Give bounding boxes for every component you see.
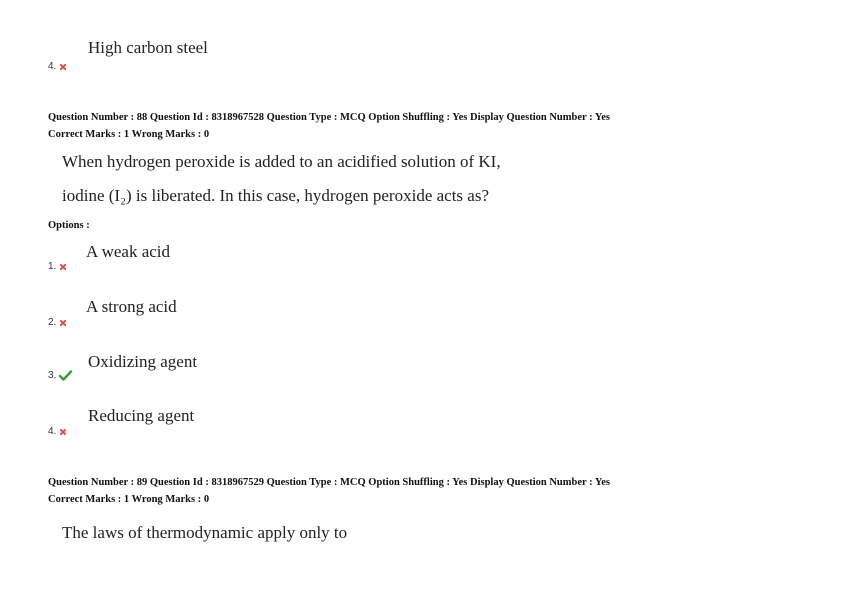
question-text-line: The laws of thermodynamic apply only to (62, 523, 348, 542)
option-number-label: 2. (48, 317, 57, 328)
question-meta: Question Number : 89 Question Id : 8318967529 Question Type : MCQ Option Shuffling : Yes Display Question Number : Yes (48, 477, 611, 488)
option-number (48, 426, 67, 437)
check-icon (59, 370, 72, 381)
option-number (48, 261, 67, 272)
question-marks: Correct Marks : 1 Wrong Marks : 0 (48, 129, 210, 140)
cross-icon (59, 428, 67, 436)
option-text: High carbon steel (88, 38, 208, 57)
question-meta: Question Number : 88 Question Id : 8318967528 Question Type : MCQ Option Shuffling : Yes Display Question Number : Yes (48, 112, 611, 123)
option-text: Reducing agent (88, 406, 195, 425)
option-text: A weak acid (86, 242, 171, 261)
option-number-label: 1. (48, 261, 57, 272)
option-number (48, 370, 72, 381)
options-label: Options : (48, 220, 90, 231)
cross-icon (59, 263, 67, 271)
option-number-label: 4. (48, 61, 57, 72)
cross-icon (59, 63, 67, 71)
question-text-line: When hydrogen peroxide is added to an acidified solution of KI, (62, 152, 501, 171)
question-marks: Correct Marks : 1 Wrong Marks : 0 (48, 494, 210, 505)
cross-icon (59, 319, 67, 327)
option-text: A strong acid (86, 297, 177, 316)
option-number (48, 317, 67, 328)
option-number-label: 3. (48, 370, 57, 381)
option-text: Oxidizing agent (88, 352, 198, 371)
option-number (48, 61, 67, 72)
question-text-line: iodine (I₂) is liberated. In this case, hydrogen peroxide acts as? (62, 186, 490, 205)
option-number-label: 4. (48, 426, 57, 437)
